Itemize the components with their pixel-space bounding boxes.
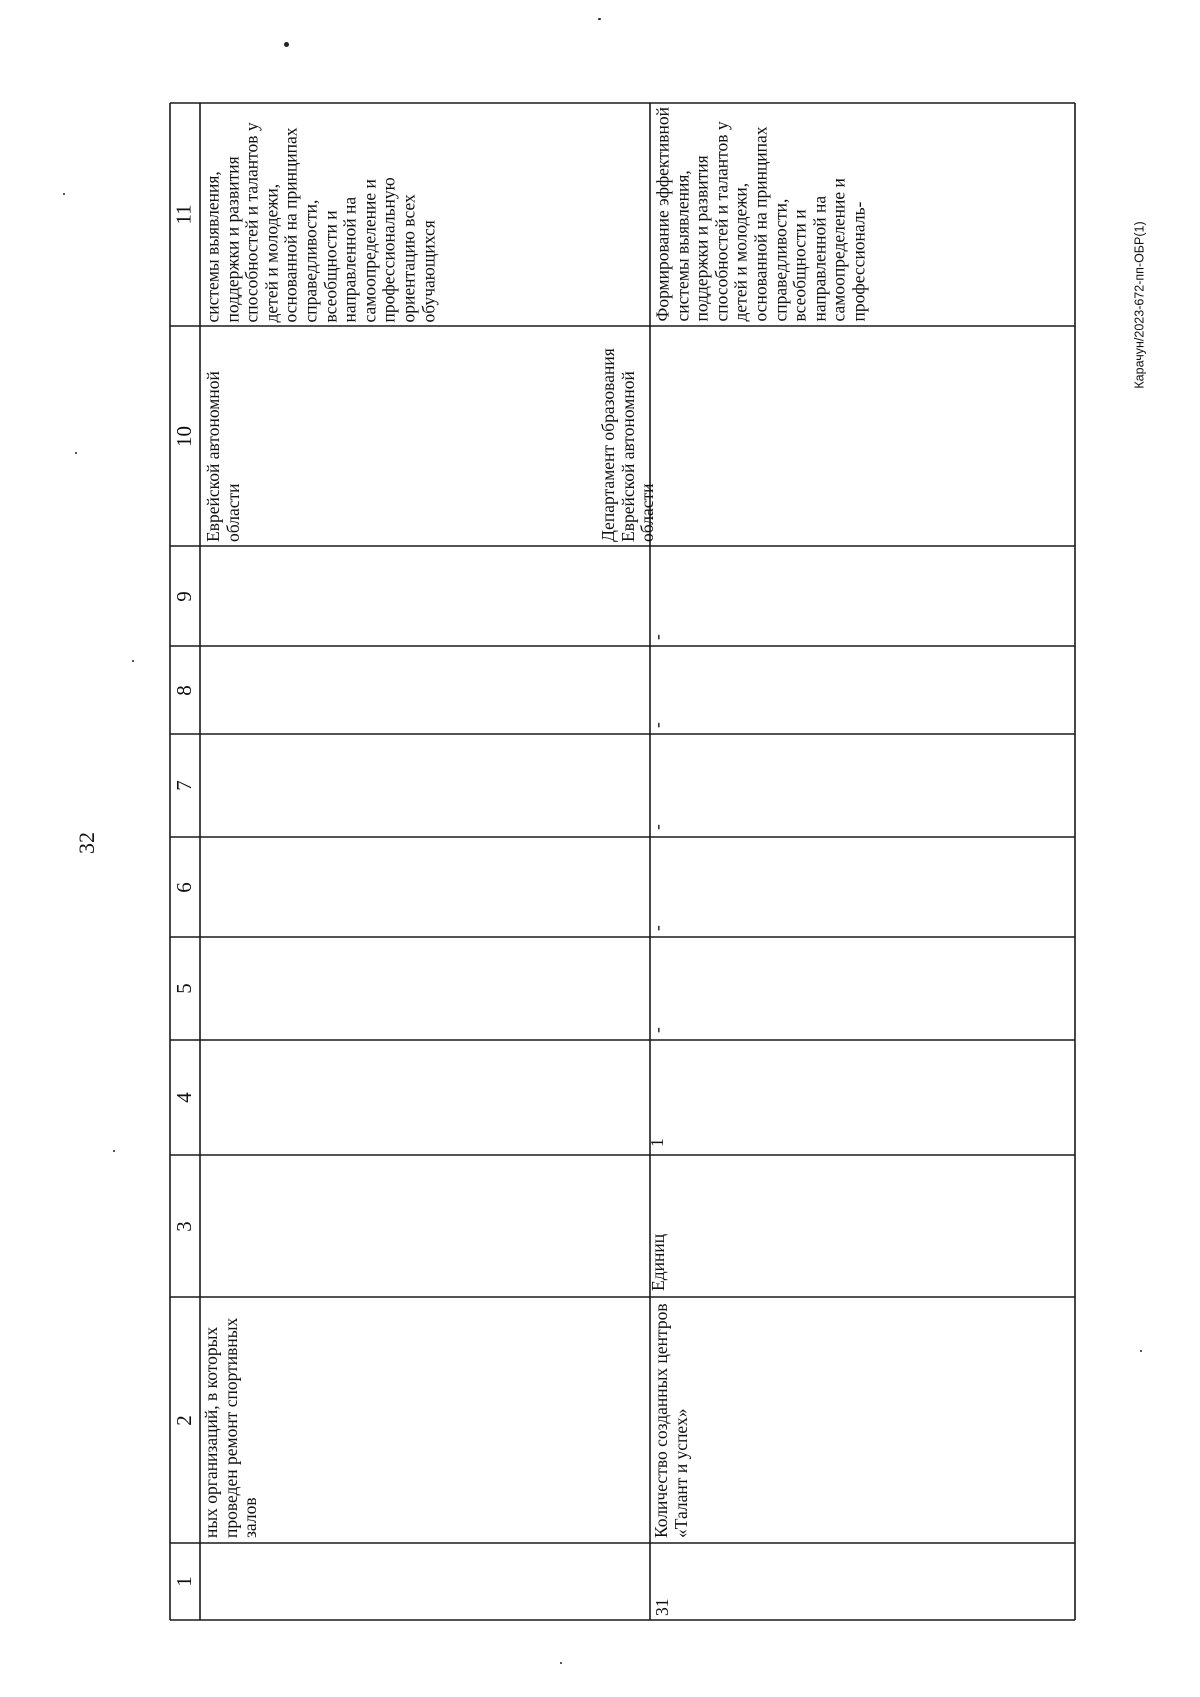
row31-col4-value: 1: [647, 1138, 667, 1147]
row31-col2-cell: [650, 1297, 1075, 1543]
row31-col3-cell: [650, 1155, 1075, 1297]
row31-col10-cell: [598, 326, 1075, 546]
scan-speck: [598, 18, 601, 20]
row31-col8-cell: [647, 646, 1075, 734]
scan-speck: [113, 1150, 115, 1152]
row31-col6-value: -: [647, 925, 667, 931]
row31-col7-cell: [647, 734, 1075, 837]
row1-col2-cell: [200, 1297, 448, 1543]
row31-col9-value: -: [647, 634, 667, 640]
header-col-9: 9: [171, 590, 196, 602]
header-col-2: 2: [171, 1414, 196, 1426]
row31-col5-value: -: [647, 1027, 667, 1033]
scan-speck: [560, 1662, 562, 1664]
header-col-7: 7: [171, 780, 196, 791]
row31-col9-cell: [647, 546, 1075, 646]
row1-col11-text: системы выявления, поддержки и развития способностей и талантов у детей и молодежи, основанной на принципах справедливости, всеобщности и направленной на самоопределение и профессиональную ориентацию всех обучающихся: [202, 122, 439, 323]
row31-indicator-name: Количество созданных центров «Талант и успех»: [651, 1303, 691, 1538]
row31-col8-value: -: [647, 722, 667, 728]
row1-col10-cell: [200, 326, 648, 546]
page-number: 32: [74, 832, 99, 854]
document-code-text: Карачун/2023-672-пп-ОБР(1): [1133, 221, 1148, 389]
header-col-4: 4: [171, 1092, 196, 1103]
row1-col2-text: ных организаций, в которых проведен ремонт спортивных залов: [201, 1317, 261, 1538]
header-col-1: 1: [171, 1576, 196, 1587]
header-col-5: 5: [171, 983, 196, 994]
row31-result-text: Формирование эффективной системы выявления, поддержки и развития способностей и талантов у детей и молодежи, основанной на принципах справедливости, всеобщности и направленной на самоопределение и профессиональ-: [652, 107, 869, 322]
header-col-11: 11: [171, 204, 196, 225]
scan-speck: [284, 42, 289, 47]
row1-col11-cell: [200, 103, 648, 326]
scan-speck: [132, 660, 134, 662]
scan-speck: [63, 193, 65, 195]
row31-responsible: Департамент образования Еврейской автономной области: [598, 348, 658, 542]
scan-speck: [75, 452, 77, 454]
row1-col10-text: Еврейской автономной области: [203, 371, 243, 542]
scan-speck: [1140, 1350, 1142, 1352]
row31-number: 31: [652, 1598, 672, 1616]
header-col-8: 8: [171, 684, 196, 696]
row31-col7-value: -: [647, 824, 667, 830]
row31-unit: Единиц: [648, 1233, 668, 1291]
header-col-10: 10: [171, 425, 196, 447]
row31-col1-cell: [650, 1543, 1075, 1620]
row31-col11-cell: [650, 103, 1075, 326]
header-col-6: 6: [171, 881, 196, 893]
header-col-3: 3: [171, 1220, 196, 1232]
row31-col4-cell: [647, 1040, 1075, 1155]
row31-col6-cell: [647, 837, 1075, 937]
row31-col5-cell: [647, 937, 1075, 1040]
